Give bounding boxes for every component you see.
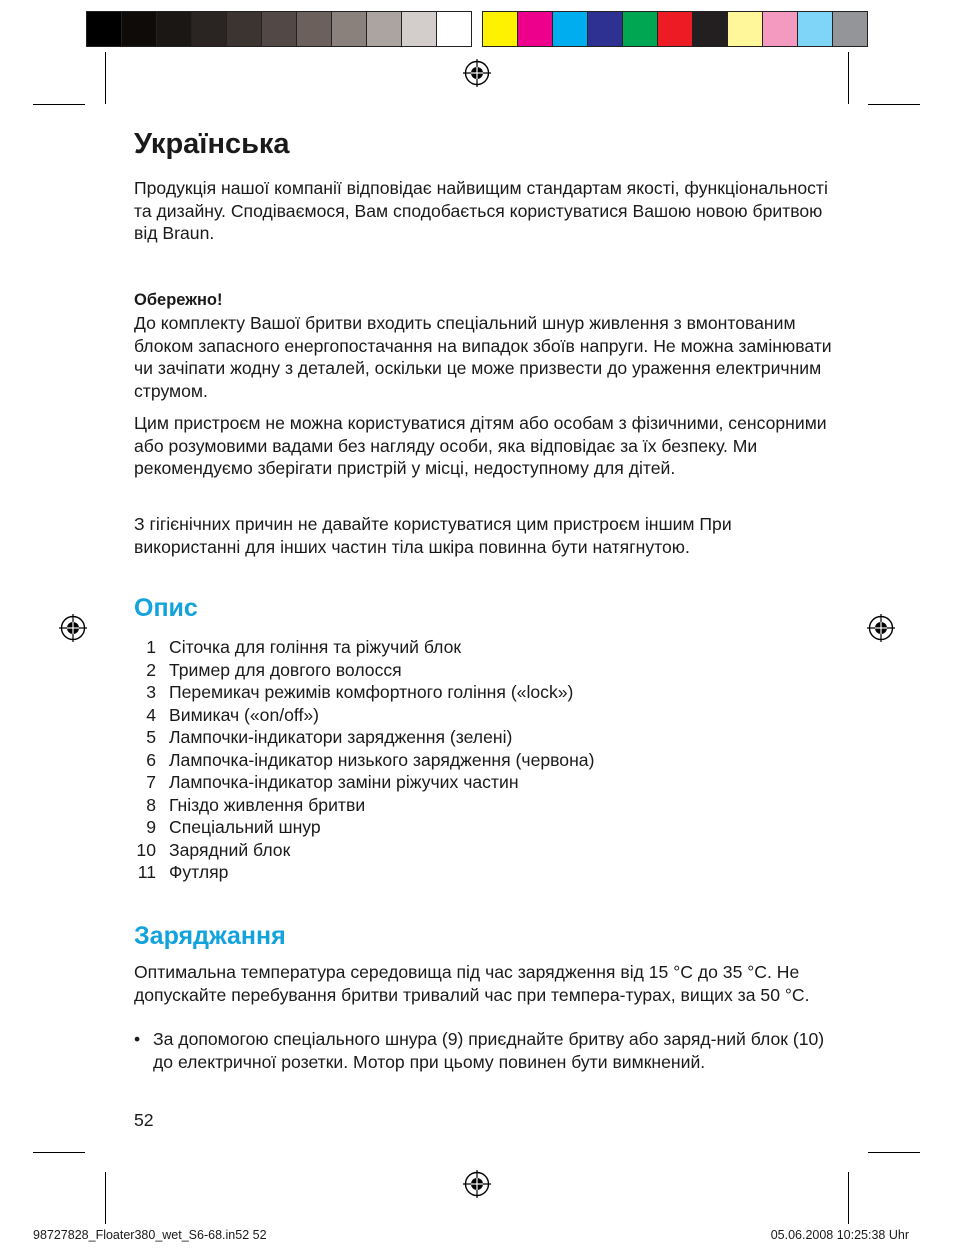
color-swatch — [588, 12, 623, 46]
caution-label: Обережно! — [134, 291, 223, 309]
list-item-text: Перемикач режимів комфортного гоління («lock») — [169, 682, 574, 702]
list-item-number: 10 — [136, 839, 156, 860]
list-item-text: Зарядний блок — [169, 839, 291, 860]
list-item — [134, 749, 594, 772]
gray-swatch — [402, 12, 437, 46]
list-item-text: Сіточка для гоління та ріжучий блок — [169, 637, 462, 657]
crop-mark — [848, 52, 849, 104]
registration-mark-icon — [867, 614, 895, 642]
list-item — [134, 659, 594, 682]
list-item-number: 1 — [146, 637, 156, 657]
list-item-text: Футляр — [169, 862, 229, 882]
crop-mark — [868, 104, 920, 105]
list-item — [134, 704, 594, 727]
caution-paragraph-1: До комплекту Вашої бритви входить спеціальний шнур живлення з вмонтованим блоком запасного енергопостачання на випадок збоїв напруги. Не можна замінювати чи зачіпати жодну з деталей, оскільки це може призвести до ураження електричним струмом. — [134, 313, 832, 401]
list-item-text: Тример для довгого волосся — [169, 659, 402, 680]
list-item-number: 5 — [146, 727, 156, 747]
list-item-text: Лампочка-індикатор низького зарядження (червона) — [169, 749, 595, 770]
page-number: 52 — [134, 1110, 154, 1130]
bullet-symbol: • — [134, 1029, 141, 1049]
list-item-number: 4 — [146, 704, 156, 725]
registration-mark-icon — [463, 1170, 491, 1198]
list-item — [134, 816, 594, 839]
color-swatch — [623, 12, 658, 46]
color-swatch — [798, 12, 833, 46]
grayscale-color-bar — [86, 11, 472, 47]
gray-swatch — [297, 12, 332, 46]
crop-mark — [33, 104, 85, 105]
gray-swatch — [262, 12, 297, 46]
charging-paragraph: Оптимальна температура середовища під час зарядження від 15 °C до 35 °C. Не допускайте перебування бритви тривалий час при темпера-турах, вищих за 50 °C. — [134, 962, 810, 1005]
color-swatch — [658, 12, 693, 46]
gray-swatch — [437, 12, 471, 46]
color-swatch — [728, 12, 763, 46]
registration-mark-icon — [59, 614, 87, 642]
crop-mark — [868, 1152, 920, 1153]
crop-mark — [105, 1172, 106, 1224]
list-item-text: Лампочки-індикатори зарядження (зелені) — [169, 727, 513, 747]
color-swatch — [483, 12, 518, 46]
color-swatch — [518, 12, 553, 46]
gray-swatch — [227, 12, 262, 46]
list-item-number: 6 — [146, 749, 156, 770]
charging-heading: Заряджання — [134, 922, 286, 950]
gray-swatch — [192, 12, 227, 46]
caution-paragraph-3: З гігієнічних причин не давайте користуватися цим пристроєм іншим При використанні для інших частин тіла шкіра повинна бути натягнутою. — [134, 514, 732, 557]
caution-paragraph-2: Цим пристроєм не можна користуватися дітям або особам з фізичними, сенсорними або розумовими вадами без нагляду особи, яка відповідає за їх безпеку. Ми рекомендуємо зберігати пристрій у місці, недоступному для дітей. — [134, 413, 827, 478]
charging-bullet — [134, 1028, 834, 1073]
list-item — [134, 681, 594, 704]
description-heading: Опис — [134, 594, 198, 622]
gray-swatch — [332, 12, 367, 46]
list-item — [134, 839, 594, 862]
crop-mark — [33, 1152, 85, 1153]
list-item — [134, 794, 594, 817]
list-item — [134, 861, 594, 884]
list-item-text: Лампочка-індикатор заміни ріжучих частин — [169, 772, 519, 792]
list-item-text: Гніздо живлення бритви — [169, 794, 366, 815]
charging-bullet-text: За допомогою спеціального шнура (9) приєднайте бритву або заряд-ний блок (10) до електричної розетки. Мотор при цьому повинен бути вимкнений. — [153, 1029, 825, 1072]
parts-list — [134, 636, 594, 884]
footer-file-info: 98727828_Floater380_wet_S6-68.in52 52 — [33, 1228, 267, 1242]
list-item-number: 9 — [146, 817, 156, 837]
intro-paragraph: Продукція нашої компанії відповідає найвищим стандартам якості, функціональності та дизайну. Сподіваємося, Вам сподобається користуватися Вашою новою бритвою від Braun. — [134, 178, 828, 243]
list-item-number: 11 — [137, 862, 156, 882]
list-item-number: 2 — [146, 659, 156, 680]
color-swatch — [763, 12, 798, 46]
crop-mark — [105, 52, 106, 104]
gray-swatch — [87, 12, 122, 46]
crop-mark — [848, 1172, 849, 1224]
gray-swatch — [367, 12, 402, 46]
color-swatch — [693, 12, 728, 46]
gray-swatch — [157, 12, 192, 46]
list-item-text: Спеціальний шнур — [169, 817, 321, 837]
registration-mark-icon — [463, 59, 491, 87]
list-item-number: 3 — [146, 682, 156, 702]
list-item-text: Вимикач («on/off») — [169, 704, 320, 725]
process-color-bar — [482, 11, 868, 47]
footer-date-time: 05.06.2008 10:25:38 Uhr — [770, 1228, 909, 1242]
list-item — [134, 726, 594, 749]
list-item — [134, 771, 594, 794]
list-item-number: 8 — [146, 794, 156, 815]
list-item — [134, 636, 594, 659]
list-item-number: 7 — [146, 772, 156, 792]
gray-swatch — [122, 12, 157, 46]
color-swatch — [553, 12, 588, 46]
color-swatch — [833, 12, 867, 46]
page-title: Українська — [134, 128, 290, 160]
